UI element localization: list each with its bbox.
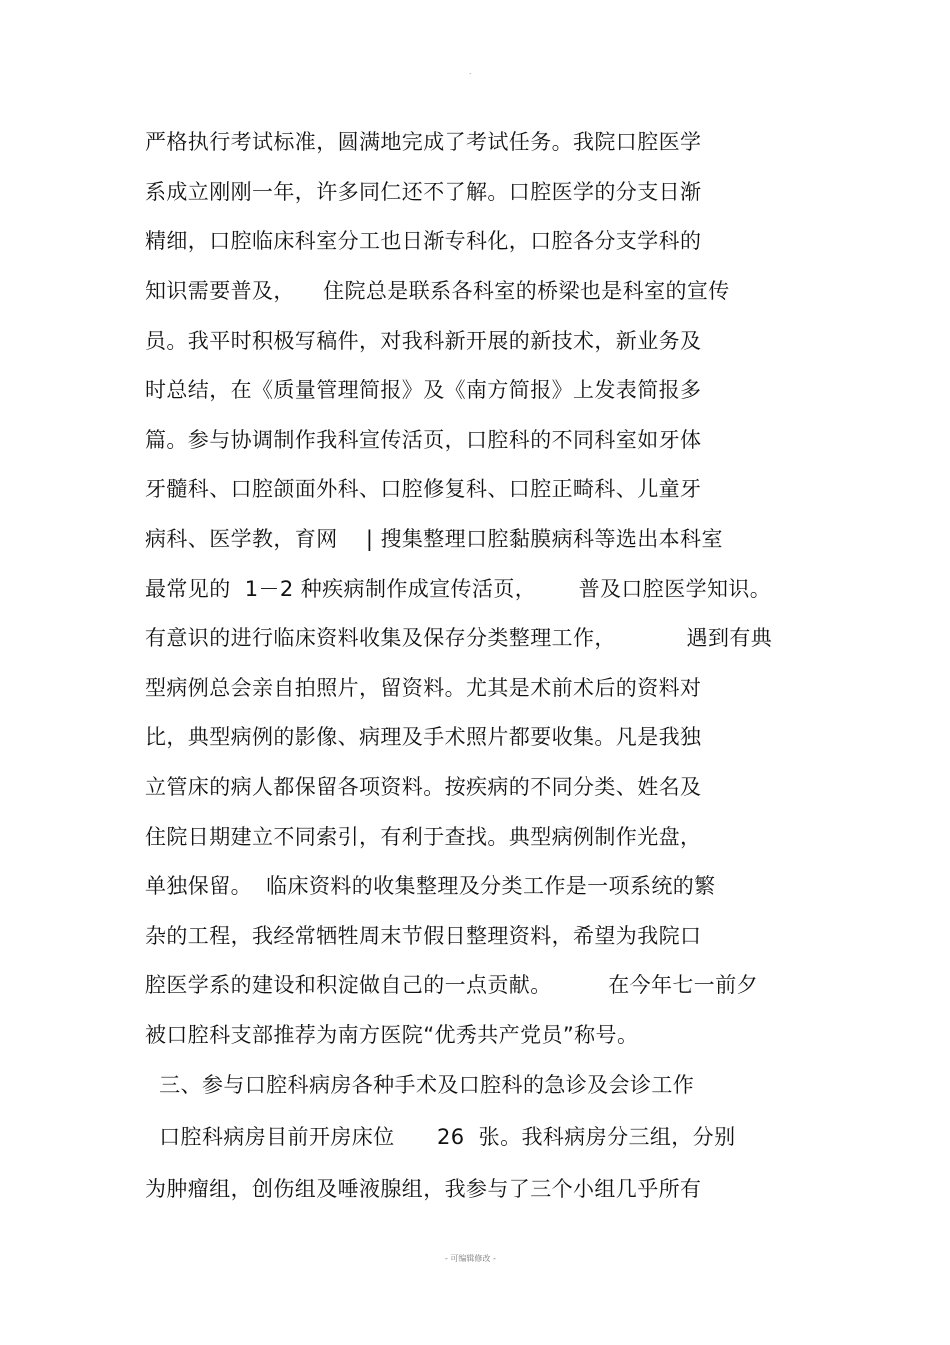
text-line: 为肿瘤组，创伤组及唾液腺组，我参与了三个小组几乎所有 [145,1177,702,1201]
text-line: 有意识的进行临床资料收集及保存分类整理工作， 遇到有典 [145,626,773,650]
page-footer: - 可编辑修改 - [445,1254,496,1263]
text-line: 腔医学系的建设和积淀做自己的一点贡献。 在今年七一前夕 [145,973,758,997]
text-line: 立管床的病人都保留各项资料。按疾病的不同分类、姓名及 [145,775,702,799]
text-line: 单独保留。 临床资料的收集整理及分类工作是一项系统的繁 [145,874,716,898]
text-line: 住院日期建立不同索引，有利于查找。典型病例制作光盘， [145,825,702,849]
text-line: 严格执行考试标准，圆满地完成了考试任务。我院口腔医学 [145,130,702,154]
section-heading: 三、参与口腔科病房各种手术及口腔科的急诊及会诊工作 [145,1073,695,1097]
text-line: 牙髓科、口腔颌面外科、口腔修复科、口腔正畸科、儿童牙 [145,477,702,501]
text-line: 比，典型病例的影像、病理及手术照片都要收集。凡是我独 [145,725,702,749]
text-line: 系成立刚刚一年，许多同仁还不了解。口腔医学的分支日渐 [145,180,702,204]
page-top-mark: - [469,70,472,78]
text-line: 杂的工程，我经常牺牲周末节假日整理资料，希望为我院口 [145,924,702,948]
text-line: 病科、医学教，育网 | 搜集整理口腔黏膜病科等选出本科室 [145,527,723,551]
text-line: 员。我平时积极写稿件，对我科新开展的新技术，新业务及 [145,329,702,353]
text-line: 篇。参与协调制作我科宣传活页，口腔科的不同科室如牙体 [145,428,702,452]
text-line: 知识需要普及， 住院总是联系各科室的桥梁也是科室的宣传 [145,279,730,303]
text-line: 型病例总会亲自拍照片，留资料。尤其是术前术后的资料对 [145,676,702,700]
text-line: 最常见的 1－2 种疾病制作成宣传活页， 普及口腔医学知识。 [145,577,772,601]
text-line: 时总结，在《质量管理简报》及《南方简报》上发表简报多 [145,378,702,402]
text-line: 精细，口腔临床科室分工也日渐专科化，口腔各分支学科的 [145,229,702,253]
text-line: 被口腔科支部推荐为南方医院“优秀共产党员”称号。 [145,1023,639,1047]
text-line: 口腔科病房目前开房床位 26 张。我科病房分三组，分别 [145,1125,736,1149]
